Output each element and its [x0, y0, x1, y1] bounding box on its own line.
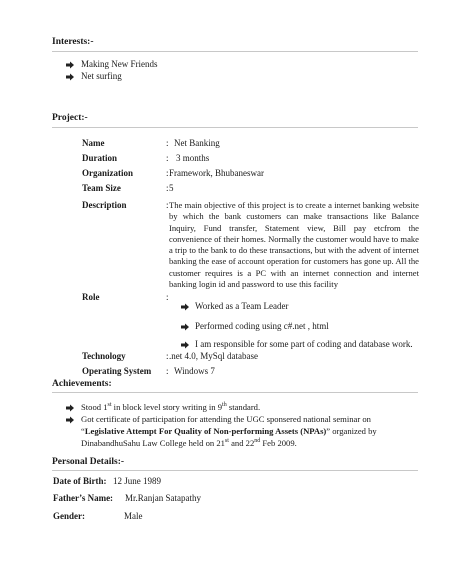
project-label-technology: Technology — [82, 351, 126, 361]
personal-label-gender: Gender: — [53, 511, 85, 521]
achievements-heading: Achievements: — [52, 379, 112, 389]
achievement-item: Stood 1st in block level story writing in 9th standard. — [81, 402, 261, 412]
arrow-bullet-icon — [66, 73, 75, 81]
arrow-bullet-icon — [181, 303, 190, 311]
project-label-duration: Duration — [82, 153, 118, 163]
project-colon: : — [166, 168, 169, 178]
project-label-description: Description — [82, 200, 127, 210]
project-value-team-size: 5 — [169, 183, 174, 193]
project-label-team-size: Team Size — [82, 183, 121, 193]
personal-value-father-name: Mr.Ranjan Satapathy — [125, 493, 201, 503]
role-item: Worked as a Team Leader — [195, 301, 289, 311]
section-divider — [52, 51, 418, 52]
project-label-name: Name — [82, 138, 105, 148]
project-colon: : — [166, 153, 169, 163]
personal-label-father-name: Father’s Name: — [53, 493, 114, 503]
project-value-name: Net Banking — [174, 138, 220, 148]
interest-item: Net surfing — [81, 71, 122, 81]
section-divider — [52, 470, 418, 471]
project-colon: : — [166, 183, 169, 193]
project-colon: : — [166, 200, 169, 210]
arrow-bullet-icon — [181, 323, 190, 331]
interest-item: Making New Friends — [81, 59, 158, 69]
role-item: Performed coding using c#.net , html — [195, 321, 329, 331]
achievement-item-line: DinabandhuSahu Law College held on 21st and 22nd Feb 2009. — [81, 438, 297, 448]
project-value-organization: Framework, Bhubaneswar — [169, 168, 264, 178]
project-value-technology: .net 4.0, MySql database — [169, 351, 258, 361]
arrow-bullet-icon — [181, 341, 190, 349]
personal-value-dob: 12 June 1989 — [113, 476, 161, 486]
project-colon: : — [166, 366, 169, 376]
section-divider — [52, 392, 418, 393]
personal-label-dob: Date of Birth: — [53, 476, 107, 486]
section-divider — [52, 127, 418, 128]
arrow-bullet-icon — [66, 61, 75, 69]
project-value-description: The main objective of this project is to create a internet banking website by which the bank customers can make transactions like Balance Inquiry, Fund transfer, Statement view, Bill pay etcfrom the convenience of their homes. Normally the customer would have to make a trip to the bank to do these transactions, but with the advent of internet banking the ease of account operation for customers has gone up. All the customer requires is a PC with an internet connection and internet banking login id and password to use this facility — [169, 200, 419, 290]
project-colon: : — [166, 351, 169, 361]
achievement-item-line: “Legislative Attempt For Quality of Non-performing Assets (NPAs)” organized by — [81, 426, 377, 436]
arrow-bullet-icon — [66, 404, 75, 412]
personal-heading: Personal Details:- — [52, 457, 125, 467]
project-label-role: Role — [82, 292, 100, 302]
personal-value-gender: Male — [124, 511, 143, 521]
project-heading: Project:- — [52, 113, 88, 123]
project-value-duration: 3 months — [176, 153, 210, 163]
project-colon: : — [166, 292, 169, 302]
role-item: I am responsible for some part of coding and database work. — [195, 339, 413, 349]
project-label-organization: Organization — [82, 168, 133, 178]
achievement-item-line: Got certificate of participation for attending the UGC sponsered national seminar on — [81, 414, 371, 424]
arrow-bullet-icon — [66, 416, 75, 424]
project-colon: : — [166, 138, 169, 148]
interests-heading: Interests:- — [52, 37, 94, 47]
project-value-operating-system: Windows 7 — [174, 366, 215, 376]
project-label-operating-system: Operating System — [82, 366, 152, 376]
